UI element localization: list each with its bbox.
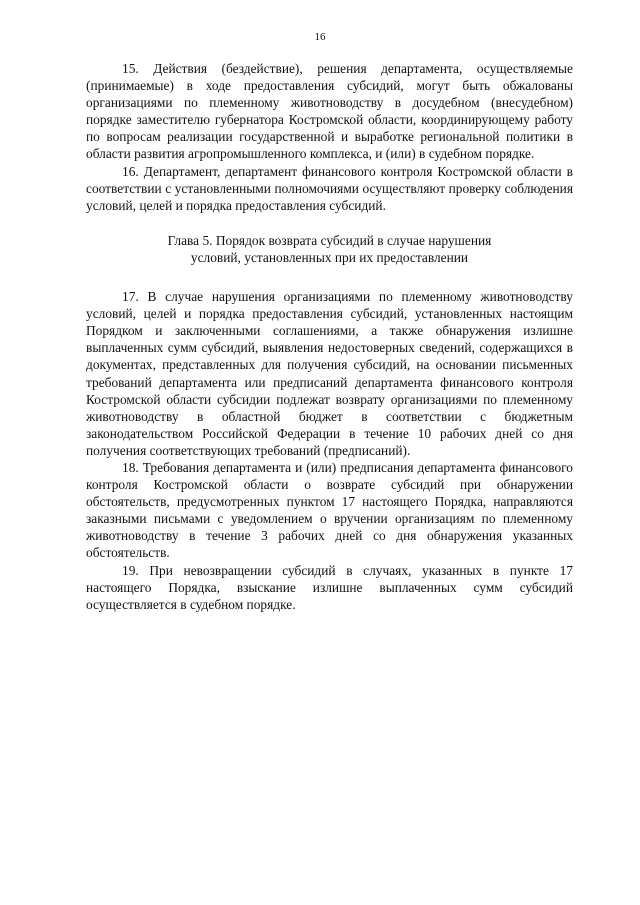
paragraph-16: 16. Департамент, департамент финансового контроля Костромской области в соответствии с установленными полномочиями осуществляют проверку соблюдения условий, целей и порядка предоставления субсидий. — [86, 163, 573, 213]
paragraph-19: 19. При невозвращении субсидий в случаях, указанных в пункте 17 настоящего Порядка, взыскание излишне выплаченных сумм субсидий осуществляется в судебном порядке. — [86, 562, 573, 612]
document-body — [86, 60, 573, 613]
page-number: 16 — [314, 31, 326, 43]
chapter-title — [86, 232, 573, 266]
chapter-title-line-2: условий, установленных при их предоставлении — [190, 249, 469, 265]
paragraph-18: 18. Требования департамента и (или) предписания департамента финансового контроля Костромской области о возврате субсидий при обнаружении обстоятельств, предусмотренных пунктом 17 настоящего Порядка, направляются заказными письмами с уведомлением о вручении организациям по племенному животноводству в течение 3 рабочих дней со дня обнаружения указанных обстоятельств. — [86, 459, 573, 561]
chapter-title-line-1: Глава 5. Порядок возврата субсидий в случае нарушения — [167, 232, 492, 248]
paragraph-17: 17. В случае нарушения организациями по племенному животноводству условий, целей и порядка предоставления субсидий, установленных настоящим Порядком и заключенными соглашениями, а также обнаружения излишне выплаченных сумм субсидий, выявления недостоверных сведений, содержащихся в документах, представленных для получения субсидий, на основании письменных требований департамента или предписаний департамента финансового контроля Костромской области субсидии подлежат возврату организациями по племенному животноводству в областной бюджет в соответствии с бюджетным законодательством Российской Федерации в течение 10 рабочих дней со дня получения соответствующих требований (предписаний). — [86, 289, 573, 458]
paragraph-15: 15. Действия (бездействие), решения департамента, осуществляемые (принимаемые) в ходе предоставления субсидий, могут быть обжалованы организациями по племенному животноводству в досудебном (внесудебном) порядке заместителю губернатора Костромской области, координирующему работу по вопросам реализации государственной и выработке региональной политики в области развития агропромышленного комплекса, и (или) в судебном порядке. — [86, 61, 573, 162]
